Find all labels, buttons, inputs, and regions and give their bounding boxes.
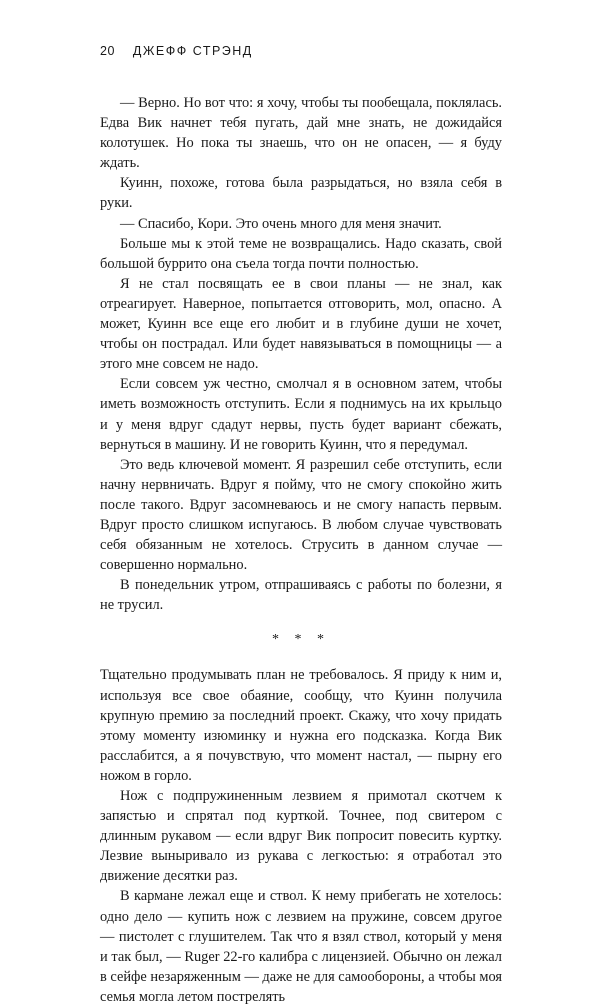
running-head-author: ДЖЕФФ СТРЭНД [132,44,253,58]
paragraph: — Верно. Но вот что: я хочу, чтобы ты пообещала, поклялась. Едва Вик начнет тебя пугать, дай мне знать, не дожидайся колотушек. Но пока ты знаешь, что он не опасен, — я буду ждать. [100,95,502,172]
paragraph: Нож с подпружиненным лезвием я примотал скотчем к запястью и спрятал под курткой. Точнее, под свитером с длинным рукавом — если вдруг Вик попросит повесить куртку. Лезвие выныривало из рукава с легкостью: я отработал это движение десятки раз. [100,788,502,885]
paragraph: Я не стал посвящать ее в свои планы — не знал, как отреагирует. Наверное, попытается отговорить, мол, опасно. А может, Куинн все еще его любит и в глубине души не хочет, чтобы он пострадал. Или будет навязываться в помощницы — а этого мне совсем не надо. [100,275,502,373]
paragraph: В понедельник утром, отпрашиваясь с работы по болезни, я не трусил. [100,577,502,614]
running-head [100,44,253,58]
paragraph: Если совсем уж честно, смолчал я в основном затем, чтобы иметь возможность отступить. Если я поднимусь на их крыльцо и у меня вдруг сдадут нервы, пусть будет вариант сбежать, вернуться в машину. И не говорить Куинн, что я передумал. [100,376,502,453]
paragraph: Это ведь ключевой момент. Я разрешил себе отступить, если начну нервничать. Вдруг я пойму, что не смогу спокойно жить после такого. Вдруг засомневаюсь и не смогу напасть первым. Вдруг просто слишком испугаюсь. В любом случае чувствовать себя обязанным не хотелось. Струсить в данном случае — совершенно нормально. [100,456,502,574]
paragraph: — Спасибо, Кори. Это очень много для меня значит. [120,215,442,232]
page-number: 20 [100,44,115,58]
paragraph: Тщательно продумывать план не требовалось. Я приду к ним и, используя все свое обаяние, сообщу, что Куинн получила крупную премию за последний проект. Скажу, что хочу придать этому моменту изюминку и нужна его подсказка. Когда Вик расслабится, а я почувствую, что момент настал, — пырну его ножом в горло. [100,667,502,784]
section-separator: * * * [272,632,330,648]
paragraph: Больше мы к этой теме не возвращались. Надо сказать, свой большой буррито она съела тогда почти полностью. [100,235,502,272]
paragraph: Куинн, похоже, готова была разрыдаться, но взяла себя в руки. [100,175,502,212]
paragraph: В кармане лежал еще и ствол. К нему прибегать не хотелось: одно дело — купить нож с лезвием на пружине, совсем другое — пистолет с глушителем. Так что я взял ствол, который у меня и так был, — Ruger 22-го калибра с лицензией. Обычно он лежал в сейфе незаряженным — даже не для самообороны, а чтобы моя семья могла летом пострелять [100,888,502,1005]
body-text [100,93,502,1007]
